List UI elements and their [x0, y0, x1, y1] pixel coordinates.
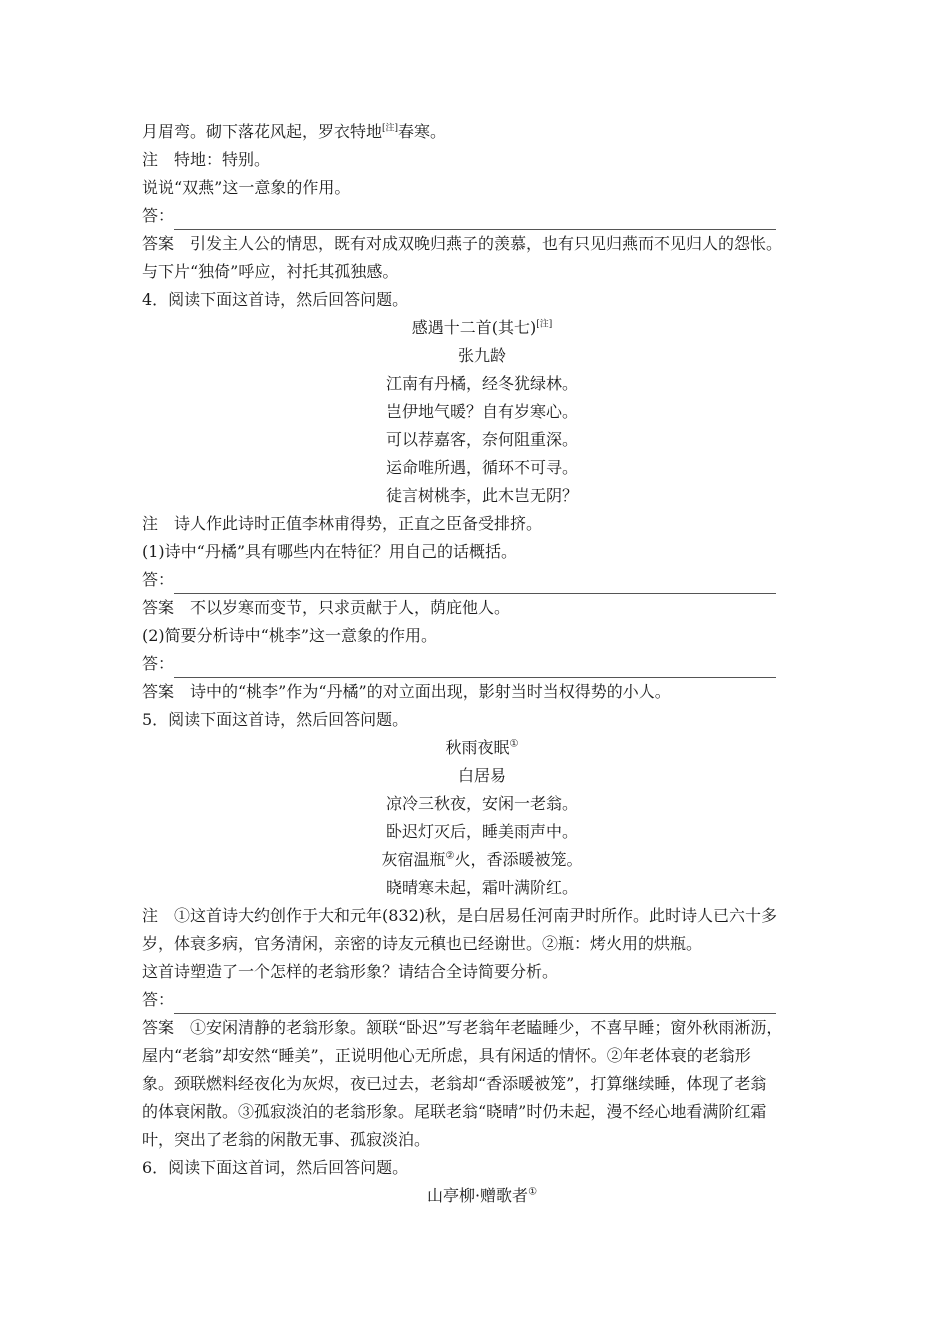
answer-rule	[174, 575, 776, 594]
poem-line: 可以荐嘉客，奈何阻重深。	[385, 430, 578, 449]
question-heading: 4．阅读下面这首诗，然后回答问题。	[142, 290, 409, 309]
poem-line	[142, 846, 822, 874]
poem-title	[142, 1182, 822, 1210]
document-body	[142, 118, 822, 1210]
answer-rule	[174, 659, 776, 678]
footnote-marker: ①	[528, 1186, 538, 1198]
note-line: 注 ①这首诗大约创作于大和元年(832)秋，是白居易任河南尹时所作。此时诗人已六十多	[142, 906, 778, 925]
poem-author: 张九龄	[457, 346, 506, 365]
question-line: 说说“双燕”这一意象的作用。	[142, 178, 351, 197]
answer-text: 叶，突出了老翁的闲散无事、孤寂淡泊。	[142, 1130, 431, 1149]
answer-text: 象。颈联燃料经夜化为灰烬，夜已过去，老翁却“香添暖被笼”，打算继续睡，体现了老翁	[142, 1074, 767, 1093]
answer-text: 答案 诗中的“桃李”作为“丹橘”的对立面出现，影射当时当权得势的小人。	[142, 682, 671, 701]
text: 春寒。	[398, 122, 447, 141]
answer-label: 答：	[142, 654, 175, 673]
answer-rule	[174, 995, 776, 1014]
question-heading: 5．阅读下面这首诗，然后回答问题。	[142, 710, 409, 729]
note-line: 注 诗人作此诗时正值李林甫得势，正直之臣备受排挤。	[142, 514, 543, 533]
poem-author: 白居易	[457, 766, 506, 785]
poem-line: 凉冷三秋夜，安闲一老翁。	[385, 794, 578, 813]
poem-line: 岂伊地气暖？自有岁寒心。	[385, 402, 578, 421]
text: 火，香添暖被笼。	[454, 850, 583, 869]
answer-text: 答案 不以岁寒而变节，只求贡献于人，荫庇他人。	[142, 598, 511, 617]
answer-text: 屋内“老翁”却安然“睡美”，正说明他心无所虑，具有闲适的情怀。②年老体衰的老翁形	[142, 1046, 751, 1065]
answer-blank[interactable]	[142, 986, 822, 1014]
question-line: 这首诗塑造了一个怎样的老翁形象？请结合全诗简要分析。	[142, 962, 559, 981]
answer-blank[interactable]	[142, 566, 822, 594]
poem-line: 运命唯所遇，循环不可寻。	[385, 458, 578, 477]
footnote-marker: ①	[509, 738, 519, 750]
answer-label: 答：	[142, 570, 175, 589]
answer-text: 答案 引发主人公的情思，既有对成双晚归燕子的羡慕，也有只见归燕而不见归人的怨怅。	[142, 234, 783, 253]
answer-text: 的体衰闲散。③孤寂淡泊的老翁形象。尾联老翁“晓晴”时仍未起，漫不经心地看满阶红霜	[142, 1102, 767, 1121]
answer-text: 与下片“独倚”呼应，衬托其孤独感。	[142, 262, 399, 281]
text-line	[142, 118, 822, 146]
poem-line: 晓晴寒未起，霜叶满阶红。	[385, 878, 578, 897]
answer-blank[interactable]	[142, 650, 822, 678]
footnote-marker: ②	[445, 850, 455, 862]
answer-label: 答：	[142, 990, 175, 1009]
question-heading: 6．阅读下面这首词，然后回答问题。	[142, 1158, 409, 1177]
note-line: 注 特地：特别。	[142, 150, 271, 169]
poem-title	[142, 734, 822, 762]
answer-text: 答案 ①安闲清静的老翁形象。颔联“卧迟”写老翁年老瞌睡少，不喜早睡；窗外秋雨淅沥，	[142, 1018, 783, 1037]
answer-rule	[174, 211, 776, 230]
poem-line: 徒言树桃李，此木岂无阴？	[385, 486, 578, 505]
note-line: 岁，体衰多病，官务清闲，亲密的诗友元稹也已经谢世。②瓶：烤火用的烘瓶。	[142, 934, 703, 953]
poem-line: 江南有丹橘，经冬犹绿林。	[385, 374, 578, 393]
question-line: (1)诗中“丹橘”具有哪些内在特征？用自己的话概括。	[142, 542, 518, 561]
answer-label: 答：	[142, 206, 175, 225]
text: 灰宿温瓶	[381, 850, 446, 869]
footnote-marker: [注]	[536, 319, 553, 330]
title-text: 秋雨夜眠	[445, 738, 510, 757]
question-line: (2)简要分析诗中“桃李”这一意象的作用。	[142, 626, 438, 645]
title-text: 山亭柳·赠歌者	[426, 1186, 529, 1205]
answer-blank[interactable]	[142, 202, 822, 230]
text: 月眉弯。砌下落花风起，罗衣特地	[142, 122, 383, 141]
footnote-marker: [注]	[382, 123, 399, 134]
poem-title	[142, 314, 822, 342]
poem-line: 卧迟灯灭后，睡美雨声中。	[385, 822, 578, 841]
title-text: 感遇十二首(其七)	[411, 318, 537, 337]
